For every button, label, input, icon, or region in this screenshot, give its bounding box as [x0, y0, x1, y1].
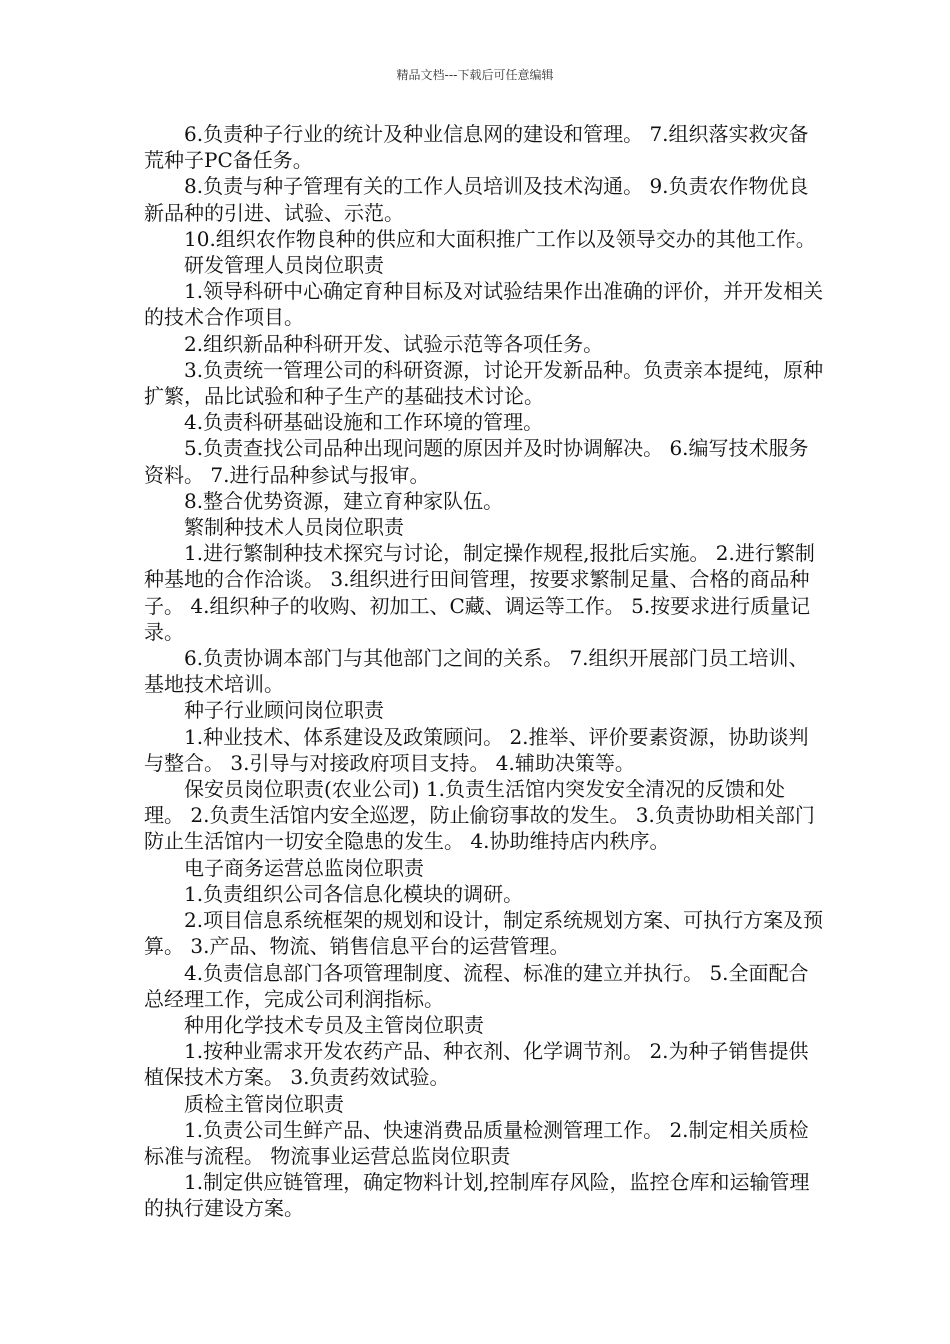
paragraph: 4.负责信息部门各项管理制度、流程、标准的建立并执行。 5.全面配合总经理工作，完成公司利润指标。 — [144, 960, 809, 1011]
paragraph: 1.负责公司生鲜产品、快速消费品质量检测管理工作。 2.制定相关质检标准与流程。 物流事业运营总监岗位职责 — [144, 1117, 809, 1168]
section-heading: 种子行业顾问岗位职责 — [184, 698, 384, 723]
paragraph: 2.组织新品种科研开发、试验示范等各项任务。 — [184, 331, 604, 356]
paragraph: 1.进行繁制种技术探究与讨论，制定操作规程,报批后实施。 2.进行繁制种基地的合作洽谈。 3.组织进行田间管理，按要求繁制足量、合格的商品种子。 4.组织种子的收购、初加工、C藏、调运等工作。 5.按要求进行质量记录。 — [144, 541, 815, 644]
section-heading: 研发管理人员岗位职责 — [184, 253, 384, 278]
document-body — [144, 121, 824, 1222]
paragraph: 保安员岗位职责(农业公司) 1.负责生活馆内突发安全清况的反馈和处理。 2.负责生活馆内安全巡逻，防止偷窃事故的发生。 3.负责协助相关部门防止生活馆内一切安全隐患的发生。 4.协助维持店内秩序。 — [144, 777, 815, 854]
paragraph: 2.项目信息系统框架的规划和设计，制定系统规划方案、可执行方案及预算。 3.产品、物流、销售信息平台的运营管理。 — [144, 908, 824, 959]
paragraph: 6.负责协调本部门与其他部门之间的关系。 7.组织开展部门员工培训、基地技术培训。 — [144, 646, 809, 697]
section-heading: 种用化学技术专员及主管岗位职责 — [184, 1012, 484, 1037]
paragraph: 10.组织农作物良种的供应和大面积推广工作以及领导交办的其他工作。 — [184, 226, 816, 251]
section-heading: 电子商务运营总监岗位职责 — [184, 855, 424, 880]
paragraph: 1.按种业需求开发农药产品、种衣剂、化学调节剂。 2.为种子销售提供植保技术方案。 3.负责药效试验。 — [144, 1039, 809, 1090]
section-heading: 质检主管岗位职责 — [184, 1091, 344, 1116]
paragraph: 1.领导科研中心确定育种目标及对试验结果作出准确的评价，并开发相关的技术合作项目。 — [144, 279, 824, 330]
paragraph: 6.负责种子行业的统计及种业信息网的建设和管理。 7.组织落实救灾备荒种子PC备任务。 — [144, 122, 809, 173]
paragraph: 8.负责与种子管理有关的工作人员培训及技术沟通。 9.负责农作物优良新品种的引进、试验、示范。 — [144, 174, 809, 225]
paragraph: 5.负责查找公司品种出现问题的原因并及时协调解决。 6.编写技术服务资料。 7.进行品种参试与报审。 — [144, 436, 809, 487]
paragraph: 1.制定供应链管理，确定物料计划,控制库存风险，监控仓库和运输管理的执行建设方案。 — [144, 1170, 810, 1221]
paragraph: 3.负责统一管理公司的科研资源，讨论开发新品种。负责亲本提纯，原种扩繁，品比试验和种子生产的基础技术讨论。 — [144, 357, 824, 409]
paragraph: 1.负责组织公司各信息化模块的调研。 — [184, 881, 524, 906]
paragraph: 8.整合优势资源，建立育种家队伍。 — [184, 488, 504, 513]
section-heading: 繁制种技术人员岗位职责 — [184, 515, 404, 540]
page-header: 精品文档---下载后可任意编辑 — [396, 68, 554, 82]
paragraph: 1.种业技术、体系建设及政策顾问。 2.推举、评价要素资源，协助谈判与整合。 3.引导与对接政府项目支持。 4.辅助决策等。 — [144, 724, 809, 775]
paragraph: 4.负责科研基础设施和工作环境的管理。 — [184, 410, 544, 435]
